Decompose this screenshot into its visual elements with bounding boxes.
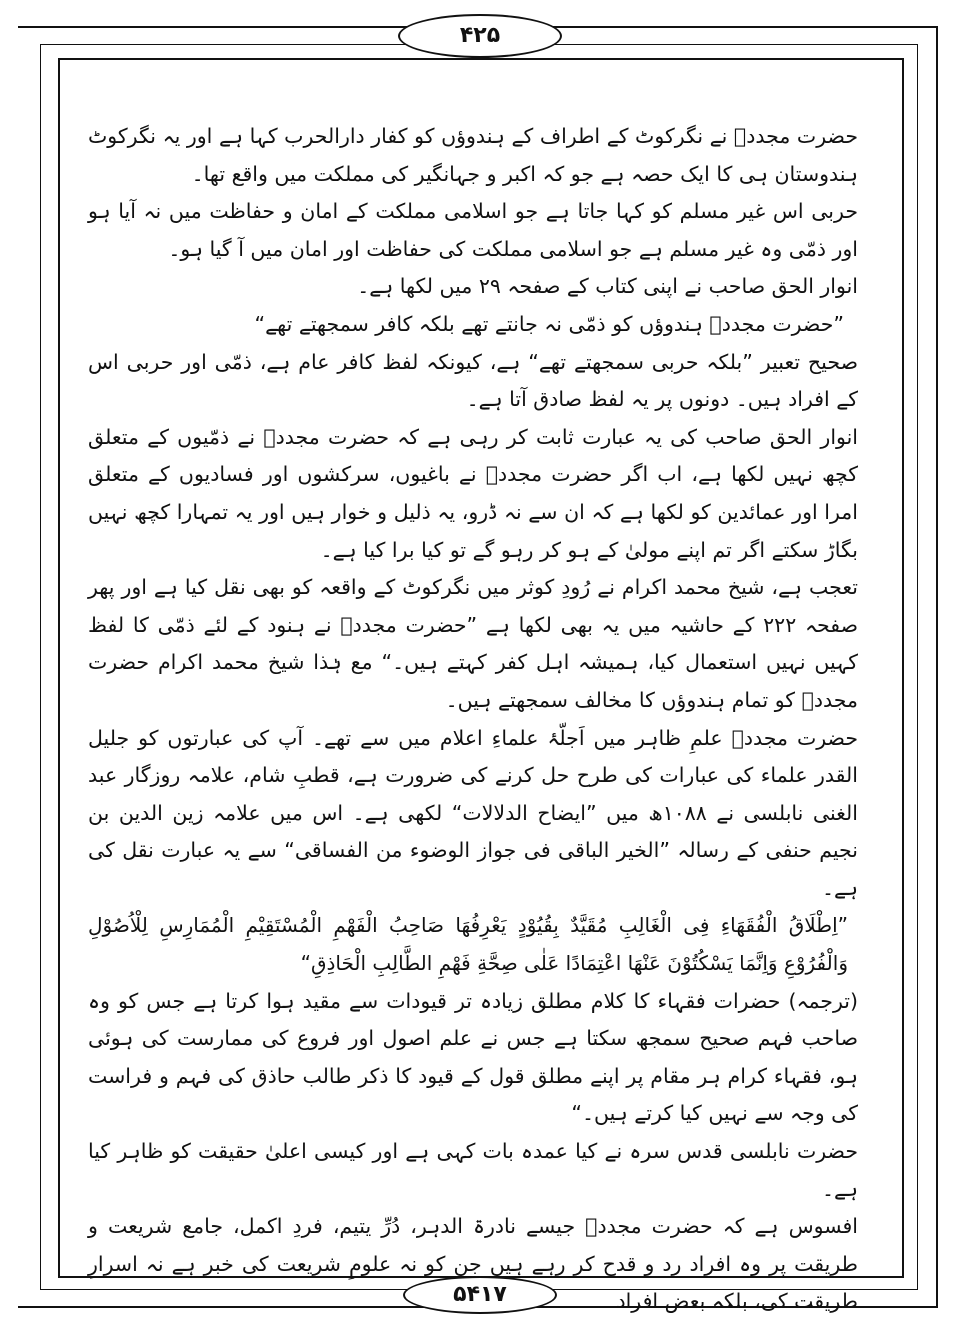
page-number-bottom: ۵۴۱۷: [403, 1276, 557, 1314]
paragraph: حضرت مجددؒ علمِ ظاہر میں اَجلّۂ علماءِ اعلام میں سے تھے۔ آپ کی عبارتوں کو جلیل القدر علماء کی عبارات کی طرح حل کرنے کی ضرورت ہے، قطبِ شام، علامہ روزگار عبد الغنی نابلسی نے ۱۰۸۸ھ میں ”ایضاح الدلالات“ لکھی ہے۔ اس میں علامہ زین الدین بن نجیم حنفی کے رسالہ ”الخیر الباقی فی جواز الوضوء من الفساقی“ سے یہ عبارت نقل کی ہے۔: [88, 725, 858, 900]
paragraph: صحیح تعبیر ”بلکہ حربی سمجھتے تھے“ ہے، کیونکہ لفظ کافر عام ہے، ذمّی اور حربی اس کے افراد ہیں۔ دونوں پر یہ لفظ صادق آتا ہے۔: [88, 349, 858, 412]
paragraph: افسوس ہے کہ حضرت مجددؒ جیسے نادرۃ الدہر، دُرِّ یتیم، فردِ اکمل، جامع شریعت و طریقت پر وہ افراد رد و قدح کر رہے ہیں جن کو نہ علومِ شریعت کی خبر ہے نہ اسرارِ طریقت کی، بلکہ بعض افراد: [88, 1214, 858, 1314]
paragraph: انوار الحق صاحب نے اپنی کتاب کے صفحہ ۲۹ میں لکھا ہے۔: [357, 274, 858, 299]
quote: ”حضرت مجددؒ ہندوؤں کو ذمّی نہ جانتے تھے بلکہ کافر سمجھتے تھے“: [254, 311, 844, 336]
translation: (ترجمہ) حضرات فقہاء کا کلام مطلق زیادہ تر قیودات سے مقید ہوا کرتا ہے جس کو وہ صاحب فہم صحیح سمجھ سکتا ہے جس نے علم اصول اور فروع کی ممارست کی ہوئی ہو، فقہاء کرام ہر مقام پر اپنے مطلق قول کے قیود کا ذکر طالب حاذق کی فہم و فراست کی وجہ سے نہیں کیا کرتے ہیں۔“: [88, 988, 858, 1126]
arabic-quote: ”اِطْلَاقُ الْفُقَهَاءِ فِی الْغَالِبِ مُقَیَّدٌ بِقُیُوْدٍ یَعْرِفُهَا صَاحِبُ الْفَهْمِ الْمُسْتَقِیْمِ الْمُمَارِسِ لِلْاُصُوْلِ وَالْفُرُوْعِ وَاِنَّمَا یَسْکُتُوْنَ عَنْهَا اعْتِمَادًا عَلٰی صِحَّةِ فَهْمِ الطَّالِبِ الْحَاذِقِ“: [88, 913, 848, 976]
paragraph: حضرت مجددؒ نے نگرکوٹ کے اطراف کے ہندوؤں کو کفار دارالحرب کہا ہے اور یہ نگرکوٹ ہندوستان ہی کا ایک حصہ ہے جو کہ اکبر و جہانگیر کی مملکت میں واقع تھا۔: [88, 124, 858, 186]
paragraph: حضرت نابلسی قدس سرہ نے کیا عمدہ بات کہی ہے اور کیسی اعلیٰ حقیقت کو ظاہر کیا ہے۔: [88, 1139, 858, 1201]
paragraph: حربی اس غیر مسلم کو کہا جاتا ہے جو اسلامی مملکت کے امان و حفاظت میں نہ آیا ہو اور ذمّی وہ غیر مسلم ہے جو اسلامی مملکت کی حفاظت اور امان میں آ گیا ہو۔: [88, 199, 858, 261]
paragraph: تعجب ہے، شیخ محمد اکرام نے رُودِ کوثر میں نگرکوٹ کے واقعہ کو بھی نقل کیا ہے اور پھر صفحہ ۲۲۲ کے حاشیہ میں یہ بھی لکھا ہے ”حضرت مجددؒ نے ہنود کے لئے ذمّی کا لفظ کہیں نہیں استعمال کیا، ہمیشہ اہل کفر کہتے ہیں۔“ مع ہٰذا شیخ محمد اکرام حضرت مجددؒ کو تمام ہندوؤں کا مخالف سمجھتے ہیں۔: [88, 575, 858, 712]
paragraph: انوار الحق صاحب کی یہ عبارت ثابت کر رہی ہے کہ حضرت مجددؒ نے ذمّیوں کے متعلق کچھ نہیں لکھا ہے، اب اگر حضرت مجددؒ نے باغیوں، سرکشوں اور فسادیوں کے متعلق امرا اور عمائدین کو لکھا ہے کہ ان سے نہ ڈرو، یہ ذلیل و خوار ہیں اور یہ تمہارا کچھ نہیں بگاڑ سکتے اگر تم اپنے مولیٰ کے ہو کر رہو گے تو کیا برا کیا ہے۔: [88, 424, 858, 562]
page-number-top: ۴۲۵: [398, 14, 562, 58]
page-body: [88, 118, 858, 1321]
